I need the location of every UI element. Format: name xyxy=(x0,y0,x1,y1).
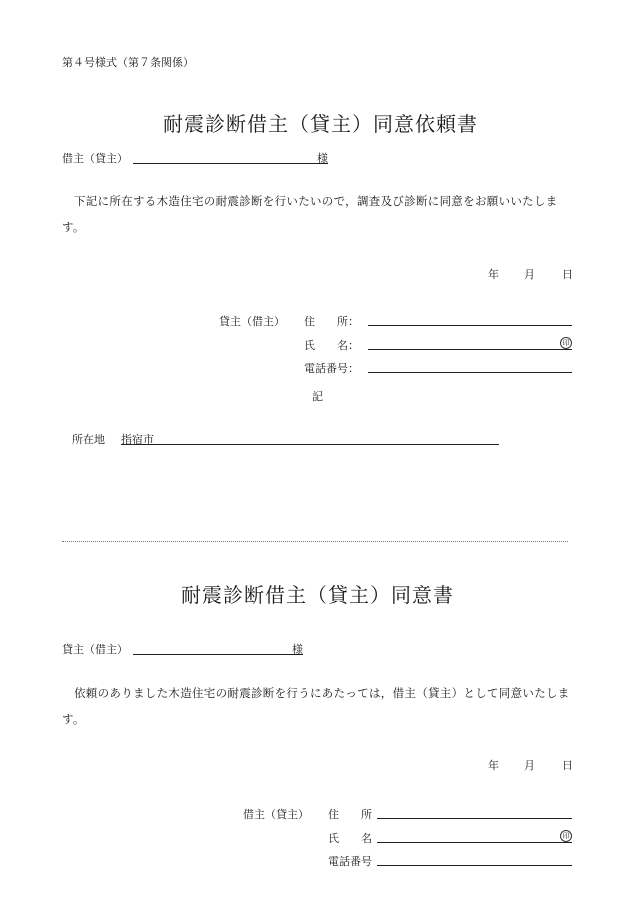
request-name-label: 氏 名： xyxy=(304,339,359,352)
request-body: 下記に所在する木造住宅の耐震診断を行いたいので，調査及び診断に同意をお願いいたします。 xyxy=(62,194,558,234)
consent-name-line[interactable] xyxy=(377,842,572,843)
consent-phone-label: 電話番号 xyxy=(328,855,372,868)
request-date-month: 月 xyxy=(524,268,535,281)
consent-title: 耐震診断借主（貸主）同意書 xyxy=(181,583,454,607)
consent-address-label: 住 所 xyxy=(328,808,372,821)
request-date-day: 日 xyxy=(562,268,573,281)
consent-addressee-suffix: 様 xyxy=(292,643,303,656)
ki-heading: 記 xyxy=(312,390,323,403)
cut-line xyxy=(62,541,568,542)
request-address-line[interactable] xyxy=(368,325,572,326)
request-party-label: 貸主（借主） xyxy=(219,315,285,328)
request-addressee-line[interactable] xyxy=(133,163,318,164)
consent-phone-line[interactable] xyxy=(377,865,572,866)
consent-date-year: 年 xyxy=(488,759,499,772)
consent-seal-icon: 印 xyxy=(560,830,572,842)
consent-addressee-line[interactable] xyxy=(133,654,293,655)
consent-party-label: 借主（貸主） xyxy=(243,808,309,821)
consent-addressee-label: 貸主（借主） xyxy=(62,643,128,656)
location-value: 指宿市 xyxy=(121,433,154,446)
consent-date-day: 日 xyxy=(562,759,573,772)
request-seal-icon: 印 xyxy=(560,337,572,349)
form-number: 第４号様式（第７条関係） xyxy=(62,56,194,69)
request-address-label: 住 所： xyxy=(304,315,359,328)
request-date-year: 年 xyxy=(488,268,499,281)
location-line[interactable] xyxy=(121,444,499,445)
consent-name-label: 氏 名 xyxy=(328,832,372,845)
request-title: 耐震診断借主（貸主）同意依頼書 xyxy=(163,112,478,136)
request-phone-label: 電話番号： xyxy=(304,362,359,375)
request-name-line[interactable] xyxy=(368,349,572,350)
consent-address-line[interactable] xyxy=(377,818,572,819)
location-label: 所在地 xyxy=(72,433,105,446)
request-addressee-suffix: 様 xyxy=(317,152,328,165)
request-phone-line[interactable] xyxy=(368,372,572,373)
consent-body: 依頼のありました木造住宅の耐震診断を行うにあたっては，借主（貸主）として同意いたします。 xyxy=(62,686,570,726)
consent-date-month: 月 xyxy=(524,759,535,772)
request-addressee-label: 借主（貸主） xyxy=(62,152,128,165)
